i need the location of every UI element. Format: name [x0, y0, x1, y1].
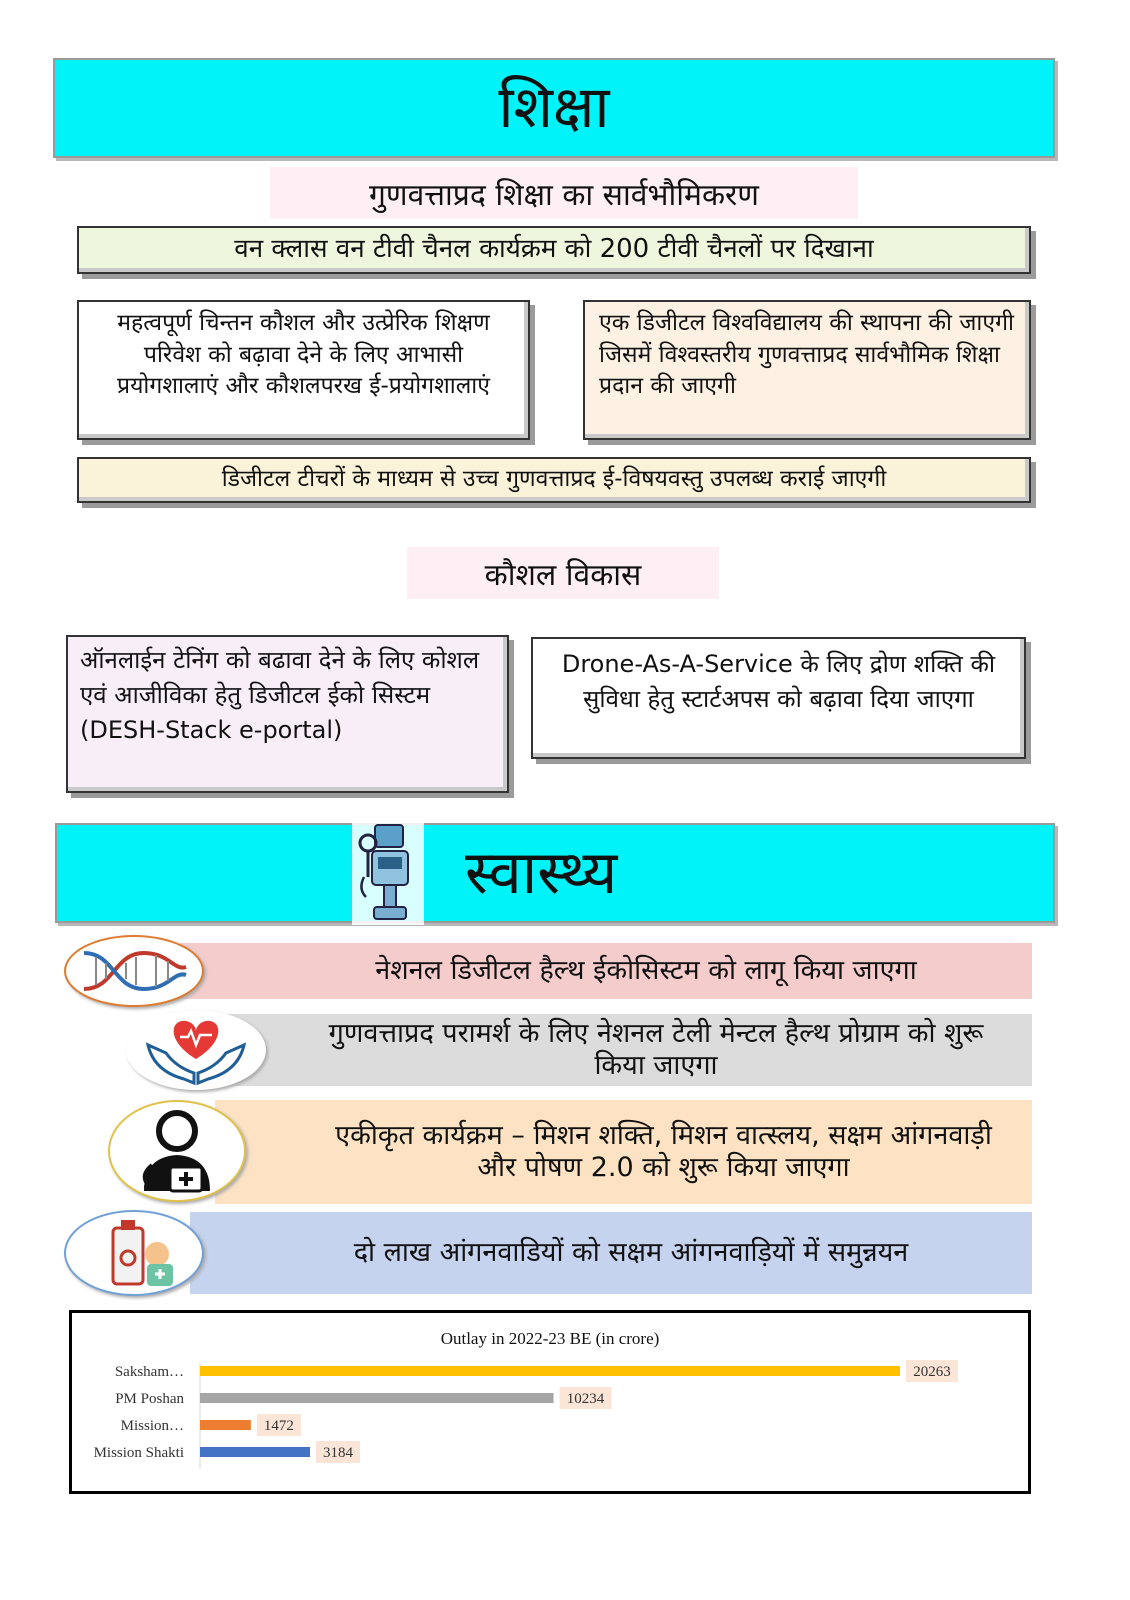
skills-title: कौशल विकास — [407, 547, 719, 599]
bar — [200, 1366, 900, 1376]
bar — [200, 1420, 251, 1430]
health-item-digital — [180, 943, 1032, 999]
outlay-chart — [69, 1310, 1031, 1494]
desh-box — [66, 635, 509, 793]
health-item-text: गुणवत्ताप्रद परामर्श के लिए नेशनल टेली मेन्टल हैल्थ प्रोग्राम को शुरू किया जाएगा — [328, 1017, 984, 1081]
health-item-text: दो लाख आंगनवाडियों को सक्षम आंगनवाड़ियों में समुन्नयन — [353, 1236, 909, 1268]
health-item-text: नेशनल डिजीटल हैल्थ ईकोसिस्टम को लागू किया जाएगा — [375, 954, 917, 986]
medical-equipment-icon — [332, 817, 442, 927]
teachers-box — [77, 457, 1031, 503]
health-item-integrated — [215, 1100, 1032, 1204]
heart-hands-icon — [136, 1013, 256, 1087]
chart-plot — [72, 1313, 1028, 1491]
value-label: 20263 — [913, 1364, 951, 1380]
health-item-anganwadi — [190, 1212, 1032, 1294]
value-label: 3184 — [322, 1445, 353, 1461]
dna-icon — [74, 941, 194, 1001]
drone-text: Drone-As-A-Service के लिए द्रोण शक्ति की सुविधा हेतु स्टार्टअपस को बढ़ावा दिया जाएगा — [561, 650, 996, 713]
value-label: 10234 — [566, 1391, 605, 1407]
education-subtitle: गुणवत्ताप्रद शिक्षा का सार्वभौमिकरण — [270, 167, 858, 219]
health-banner — [55, 823, 1055, 923]
teachers-text: डिजीटल टीचरों के माध्यम से उच्च गुणवत्ताप्रद ई-विषयवस्तु उपलब्ध कराई जाएगी — [221, 466, 887, 493]
education-banner — [53, 58, 1055, 158]
chart-title: Outlay in 2022-23 BE (in crore) — [440, 1329, 660, 1348]
category-label: PM Poshan — [115, 1391, 184, 1407]
university-box — [583, 300, 1031, 440]
labs-text: महत्वपूर्ण चिन्तन कौशल और उत्प्रेरिक शिक्षण परिवेश को बढ़ावा देने के लिए आभासी प्रयोगशालाएं और कौशलपरख ई-प्रयोगशालाएं — [116, 310, 490, 400]
one-class-text: वन क्लास वन टीवी चैनल कार्यक्रम को 200 टीवी चैनलों पर दिखाना — [234, 234, 874, 265]
medical-kit-badge — [64, 1210, 204, 1296]
doctor-badge — [108, 1100, 246, 1202]
health-title: स्वास्थ्य — [465, 838, 618, 908]
bar — [200, 1393, 554, 1403]
health-item-mental — [200, 1014, 1032, 1086]
desh-text: ऑनलाईन टेनिंग को बढावा देने के लिए कोशल एवं आजीविका हेतु डिजीटल ईको सिस्टम (DESH-Stack e-portal) — [80, 646, 480, 744]
medical-kit-icon — [79, 1214, 189, 1292]
education-title: शिक्षा — [498, 73, 610, 141]
dna-badge — [64, 935, 204, 1007]
bar — [200, 1447, 310, 1457]
category-label: Mission Shakti — [93, 1445, 184, 1461]
category-label: Mission… — [120, 1418, 184, 1434]
doctor-icon — [122, 1105, 232, 1197]
category-label: Saksham… — [114, 1364, 184, 1380]
heart-hands-badge — [126, 1010, 266, 1090]
labs-box — [77, 300, 530, 440]
one-class-box — [77, 226, 1031, 274]
health-item-text: एकीकृत कार्यक्रम – मिशन शक्ति, मिशन वात्स्लय, सक्षम आंगनवाड़ी और पोषण 2.0 को शुरू किया जाएगा — [335, 1119, 992, 1183]
value-label: 1472 — [263, 1418, 294, 1434]
university-text: एक डिजीटल विश्वविद्यालय की स्थापना की जाएगी जिसमें विश्वस्तरीय गुणवत्ताप्रद सार्वभौमिक शिक्षा प्रदान की जाएगी — [599, 310, 1014, 400]
drone-box — [531, 637, 1026, 759]
